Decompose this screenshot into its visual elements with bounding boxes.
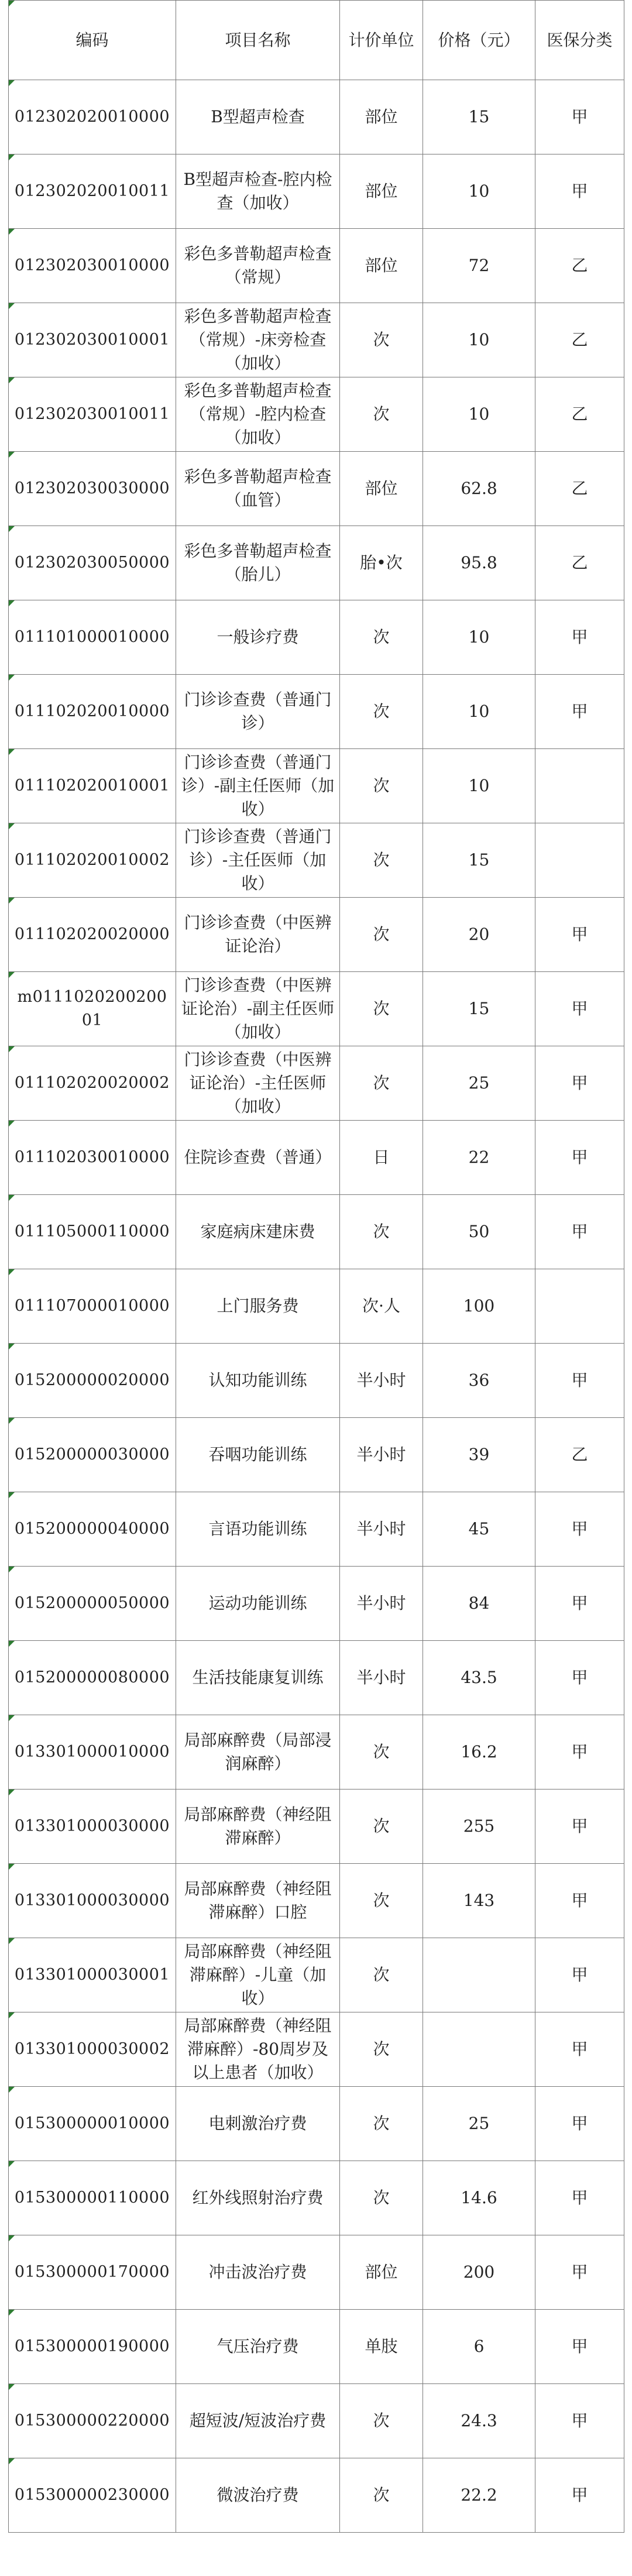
- cell-name: B型超声检查-腔内检查（加收）: [176, 154, 340, 229]
- cell-price: 15: [423, 823, 535, 898]
- cell-category: 甲: [535, 1864, 624, 1938]
- cell-unit: 次: [340, 303, 423, 377]
- cell-category: 甲: [535, 1641, 624, 1715]
- cell-name: 门诊诊查费（普通门诊）-主任医师（加收）: [176, 823, 340, 898]
- cell-name: 彩色多普勒超声检查（常规）-床旁检查（加收）: [176, 303, 340, 377]
- cell-code: 013301000030000: [9, 1864, 176, 1938]
- cell-category: 甲: [535, 2458, 624, 2533]
- cell-marker-icon: [9, 1269, 15, 1275]
- cell-category: 甲: [535, 2161, 624, 2235]
- cell-marker-icon: [9, 1344, 15, 1349]
- table-row: [9, 1046, 624, 1121]
- cell-price: 10: [423, 749, 535, 823]
- cell-name: 彩色多普勒超声检查（胎儿）: [176, 526, 340, 600]
- cell-unit: 半小时: [340, 1344, 423, 1418]
- cell-price: 36: [423, 1344, 535, 1418]
- cell-price: 45: [423, 1492, 535, 1567]
- cell-price: 10: [423, 377, 535, 452]
- cell-name: 局部麻醉费（神经阻滞麻醉）-儿童（加收）: [176, 1938, 340, 2012]
- cell-marker-icon: [9, 1641, 15, 1647]
- cell-price: [423, 2012, 535, 2087]
- cell-code: 015200000050000: [9, 1567, 176, 1641]
- cell-category: 甲: [535, 80, 624, 154]
- cell-code: 012302030050000: [9, 526, 176, 600]
- header-unit: 计价单位: [340, 1, 423, 80]
- cell-marker-icon: [9, 526, 15, 532]
- cell-code: 015300000190000: [9, 2310, 176, 2384]
- cell-code: 011102020010002: [9, 823, 176, 898]
- table-row: [9, 1938, 624, 2012]
- cell-code: 011102020020000: [9, 898, 176, 972]
- cell-unit: 次: [340, 972, 423, 1046]
- cell-price: 22.2: [423, 2458, 535, 2533]
- table-row: [9, 2384, 624, 2458]
- table-row: [9, 2235, 624, 2310]
- cell-category: 甲: [535, 1121, 624, 1195]
- cell-code: 011102030010000: [9, 1121, 176, 1195]
- cell-marker-icon: [9, 1121, 15, 1126]
- cell-marker-icon: [9, 1492, 15, 1498]
- cell-code: 011102020010001: [9, 749, 176, 823]
- cell-category: [535, 823, 624, 898]
- cell-price: 15: [423, 80, 535, 154]
- cell-category: 甲: [535, 1492, 624, 1567]
- cell-price: 50: [423, 1195, 535, 1269]
- cell-code: 011102020010000: [9, 675, 176, 749]
- cell-unit: 次: [340, 2458, 423, 2533]
- cell-unit: 半小时: [340, 1641, 423, 1715]
- cell-code: 015300000010000: [9, 2087, 176, 2161]
- table-row: [9, 1269, 624, 1344]
- cell-code: 013301000030000: [9, 1790, 176, 1864]
- cell-price: 84: [423, 1567, 535, 1641]
- cell-unit: 部位: [340, 154, 423, 229]
- cell-name: 局部麻醉费（神经阻滞麻醉）-80周岁及以上患者（加收）: [176, 2012, 340, 2087]
- cell-price: 25: [423, 2087, 535, 2161]
- cell-unit: 次: [340, 1046, 423, 1121]
- cell-marker-icon: [9, 898, 15, 904]
- cell-price: 200: [423, 2235, 535, 2310]
- cell-code: 015300000110000: [9, 2161, 176, 2235]
- cell-price: 43.5: [423, 1641, 535, 1715]
- cell-name: 门诊诊查费（中医辨证论治）-副主任医师（加收）: [176, 972, 340, 1046]
- cell-price: 25: [423, 1046, 535, 1121]
- cell-unit: 次: [340, 2087, 423, 2161]
- cell-name: 生活技能康复训练: [176, 1641, 340, 1715]
- cell-unit: 半小时: [340, 1567, 423, 1641]
- table-row: [9, 749, 624, 823]
- cell-name: 门诊诊查费（中医辨证论治）-主任医师（加收）: [176, 1046, 340, 1121]
- cell-code: 015200000040000: [9, 1492, 176, 1567]
- cell-category: 甲: [535, 1790, 624, 1864]
- header-code: 编码: [9, 1, 176, 80]
- cell-marker-icon: [9, 1195, 15, 1201]
- cell-marker-icon: [9, 1418, 15, 1424]
- cell-code: 015300000230000: [9, 2458, 176, 2533]
- cell-price: [423, 1938, 535, 2012]
- cell-marker-icon: [9, 229, 15, 235]
- cell-category: 甲: [535, 1567, 624, 1641]
- cell-category: 甲: [535, 2087, 624, 2161]
- cell-name: 言语功能训练: [176, 1492, 340, 1567]
- table-row: [9, 452, 624, 526]
- cell-marker-icon: [9, 1864, 15, 1870]
- table-row: [9, 229, 624, 303]
- table-header-row: [9, 1, 624, 80]
- cell-code: 012302020010000: [9, 80, 176, 154]
- cell-unit: 次: [340, 823, 423, 898]
- cell-code: 015300000220000: [9, 2384, 176, 2458]
- cell-name: 局部麻醉费（神经阻滞麻醉）口腔: [176, 1864, 340, 1938]
- cell-category: 甲: [535, 2384, 624, 2458]
- cell-name: 彩色多普勒超声检查（常规）-腔内检查（加收）: [176, 377, 340, 452]
- table-row: [9, 675, 624, 749]
- cell-code: 012302030010000: [9, 229, 176, 303]
- cell-unit: 半小时: [340, 1492, 423, 1567]
- cell-marker-icon: [9, 2161, 15, 2167]
- cell-unit: 部位: [340, 229, 423, 303]
- cell-category: 乙: [535, 1418, 624, 1492]
- cell-category: 乙: [535, 526, 624, 600]
- cell-code: 013301000010000: [9, 1715, 176, 1790]
- cell-category: 甲: [535, 972, 624, 1046]
- cell-code: 011101000010000: [9, 600, 176, 675]
- cell-code: 012302030010011: [9, 377, 176, 452]
- cell-price: 15: [423, 972, 535, 1046]
- cell-category: 甲: [535, 600, 624, 675]
- cell-name: 门诊诊查费（中医辨证论治）: [176, 898, 340, 972]
- cell-name: 冲击波治疗费: [176, 2235, 340, 2310]
- cell-category: 甲: [535, 2310, 624, 2384]
- cell-price: 39: [423, 1418, 535, 1492]
- cell-marker-icon: [9, 1938, 15, 1944]
- cell-unit: 次: [340, 377, 423, 452]
- cell-price: 100: [423, 1269, 535, 1344]
- cell-price: 72: [423, 229, 535, 303]
- cell-unit: 单肢: [340, 2310, 423, 2384]
- cell-code: 015200000020000: [9, 1344, 176, 1418]
- cell-marker-icon: [9, 1, 15, 6]
- cell-unit: 次: [340, 600, 423, 675]
- cell-unit: 次·人: [340, 1269, 423, 1344]
- table-row: [9, 1195, 624, 1269]
- cell-marker-icon: [9, 303, 15, 309]
- cell-price: 20: [423, 898, 535, 972]
- cell-name: 住院诊查费（普通）: [176, 1121, 340, 1195]
- table-row: [9, 303, 624, 377]
- cell-name: 认知功能训练: [176, 1344, 340, 1418]
- cell-name: 超短波/短波治疗费: [176, 2384, 340, 2458]
- cell-category: 甲: [535, 2235, 624, 2310]
- cell-price: 10: [423, 303, 535, 377]
- table-row: [9, 2012, 624, 2087]
- cell-price: 16.2: [423, 1715, 535, 1790]
- cell-name: 门诊诊查费（普通门诊）: [176, 675, 340, 749]
- cell-category: 甲: [535, 1046, 624, 1121]
- table-row: [9, 2087, 624, 2161]
- cell-category: 乙: [535, 303, 624, 377]
- cell-price: 10: [423, 154, 535, 229]
- cell-price: 255: [423, 1790, 535, 1864]
- cell-code: 011107000010000: [9, 1269, 176, 1344]
- table-row: [9, 1344, 624, 1418]
- cell-marker-icon: [9, 600, 15, 606]
- cell-name: 红外线照射治疗费: [176, 2161, 340, 2235]
- cell-marker-icon: [9, 2310, 15, 2316]
- table-row: [9, 1121, 624, 1195]
- cell-code: 015300000170000: [9, 2235, 176, 2310]
- cell-name: 家庭病床建床费: [176, 1195, 340, 1269]
- cell-code: 015200000030000: [9, 1418, 176, 1492]
- cell-unit: 次: [340, 749, 423, 823]
- cell-marker-icon: [9, 377, 15, 383]
- cell-marker-icon: [9, 2087, 15, 2093]
- cell-category: 乙: [535, 229, 624, 303]
- table-row: [9, 377, 624, 452]
- cell-name: 局部麻醉费（神经阻滞麻醉）: [176, 1790, 340, 1864]
- cell-name: 彩色多普勒超声检查（常规）: [176, 229, 340, 303]
- header-price: 价格（元）: [423, 1, 535, 80]
- cell-name: 一般诊疗费: [176, 600, 340, 675]
- cell-marker-icon: [9, 972, 15, 978]
- cell-name: 电刺激治疗费: [176, 2087, 340, 2161]
- cell-category: 甲: [535, 1195, 624, 1269]
- cell-category: 甲: [535, 675, 624, 749]
- table-row: [9, 2161, 624, 2235]
- table-body: [9, 80, 624, 2533]
- cell-name: B型超声检查: [176, 80, 340, 154]
- fee-table: [8, 0, 624, 2533]
- cell-unit: 次: [340, 2012, 423, 2087]
- header-category: 医保分类: [535, 1, 624, 80]
- table-row: [9, 1641, 624, 1715]
- cell-marker-icon: [9, 80, 15, 86]
- cell-price: 22: [423, 1121, 535, 1195]
- cell-unit: 次: [340, 898, 423, 972]
- cell-price: 10: [423, 600, 535, 675]
- cell-price: 143: [423, 1864, 535, 1938]
- cell-marker-icon: [9, 2235, 15, 2241]
- cell-unit: 部位: [340, 452, 423, 526]
- cell-price: 6: [423, 2310, 535, 2384]
- cell-code: 012302030030000: [9, 452, 176, 526]
- cell-marker-icon: [9, 2458, 15, 2464]
- cell-marker-icon: [9, 675, 15, 681]
- cell-unit: 次: [340, 1790, 423, 1864]
- cell-code: 012302030010001: [9, 303, 176, 377]
- cell-price: 62.8: [423, 452, 535, 526]
- table-row: [9, 526, 624, 600]
- table-row: [9, 972, 624, 1046]
- table-row: [9, 1492, 624, 1567]
- cell-name: 局部麻醉费（局部浸润麻醉）: [176, 1715, 340, 1790]
- cell-unit: 胎•次: [340, 526, 423, 600]
- cell-marker-icon: [9, 749, 15, 755]
- table-row: [9, 898, 624, 972]
- cell-category: 甲: [535, 1715, 624, 1790]
- table-row: [9, 1418, 624, 1492]
- header-name: 项目名称: [176, 1, 340, 80]
- cell-name: 彩色多普勒超声检查（血管）: [176, 452, 340, 526]
- cell-name: 上门服务费: [176, 1269, 340, 1344]
- cell-category: [535, 1269, 624, 1344]
- cell-name: 微波治疗费: [176, 2458, 340, 2533]
- cell-category: 甲: [535, 1344, 624, 1418]
- cell-unit: 部位: [340, 2235, 423, 2310]
- table-row: [9, 80, 624, 154]
- cell-category: 乙: [535, 377, 624, 452]
- cell-unit: 次: [340, 1938, 423, 2012]
- cell-name: 吞咽功能训练: [176, 1418, 340, 1492]
- cell-code: 011105000110000: [9, 1195, 176, 1269]
- cell-marker-icon: [9, 2012, 15, 2018]
- cell-code: m011102020020001: [9, 972, 176, 1046]
- cell-marker-icon: [9, 1046, 15, 1052]
- table-row: [9, 823, 624, 898]
- cell-price: 14.6: [423, 2161, 535, 2235]
- cell-unit: 次: [340, 2161, 423, 2235]
- table-row: [9, 1864, 624, 1938]
- cell-code: 012302020010011: [9, 154, 176, 229]
- table-row: [9, 1715, 624, 1790]
- cell-unit: 次: [340, 1864, 423, 1938]
- cell-marker-icon: [9, 1567, 15, 1572]
- cell-price: 95.8: [423, 526, 535, 600]
- cell-code: 013301000030001: [9, 1938, 176, 2012]
- cell-code: 013301000030002: [9, 2012, 176, 2087]
- cell-name: 运动功能训练: [176, 1567, 340, 1641]
- table-row: [9, 1790, 624, 1864]
- cell-unit: 次: [340, 2384, 423, 2458]
- cell-category: 甲: [535, 154, 624, 229]
- cell-unit: 次: [340, 1715, 423, 1790]
- cell-code: 015200000080000: [9, 1641, 176, 1715]
- cell-marker-icon: [9, 2384, 15, 2390]
- cell-name: 门诊诊查费（普通门诊）-副主任医师（加收）: [176, 749, 340, 823]
- cell-marker-icon: [9, 1715, 15, 1721]
- cell-category: 甲: [535, 1938, 624, 2012]
- cell-unit: 次: [340, 675, 423, 749]
- cell-category: 乙: [535, 452, 624, 526]
- table-row: [9, 600, 624, 675]
- cell-price: 10: [423, 675, 535, 749]
- cell-name: 气压治疗费: [176, 2310, 340, 2384]
- table-row: [9, 154, 624, 229]
- table-row: [9, 2458, 624, 2533]
- cell-marker-icon: [9, 823, 15, 829]
- table-row: [9, 1567, 624, 1641]
- cell-marker-icon: [9, 452, 15, 458]
- cell-unit: 半小时: [340, 1418, 423, 1492]
- cell-category: 甲: [535, 2012, 624, 2087]
- cell-unit: 次: [340, 1195, 423, 1269]
- cell-category: [535, 749, 624, 823]
- cell-category: 甲: [535, 898, 624, 972]
- cell-code: 011102020020002: [9, 1046, 176, 1121]
- table-row: [9, 2310, 624, 2384]
- cell-price: 24.3: [423, 2384, 535, 2458]
- cell-unit: 部位: [340, 80, 423, 154]
- cell-marker-icon: [9, 1790, 15, 1795]
- cell-marker-icon: [9, 154, 15, 160]
- cell-unit: 日: [340, 1121, 423, 1195]
